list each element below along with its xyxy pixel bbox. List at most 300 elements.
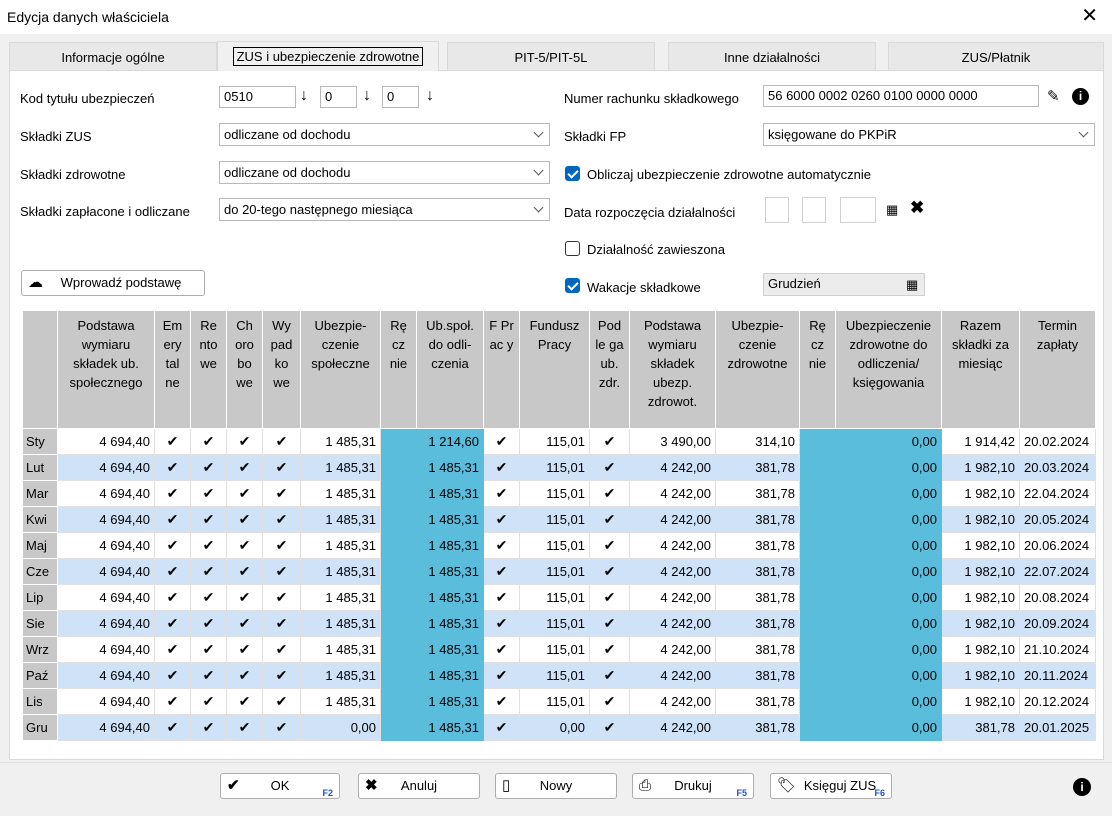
shortcut-key: F6 xyxy=(874,788,885,798)
table-row[interactable] xyxy=(23,715,1096,741)
button-label: Księguj ZUS xyxy=(803,778,877,793)
table-row[interactable] xyxy=(23,611,1096,637)
table-cell: 0,00 xyxy=(836,507,942,533)
table-row[interactable] xyxy=(23,637,1096,663)
check-cell: ✔ xyxy=(263,585,301,611)
table-cell: 115,01 xyxy=(520,481,590,507)
column-header: Ch oro bo we xyxy=(227,311,263,429)
table-cell: 1 485,31 xyxy=(417,637,484,663)
table-cell: 0,00 xyxy=(836,585,942,611)
tab-informacje-ogolne[interactable] xyxy=(9,42,217,70)
table-cell: 4 694,40 xyxy=(58,481,155,507)
table-cell xyxy=(800,559,836,585)
check-cell: ✔ xyxy=(191,637,227,663)
table-cell: 4 694,40 xyxy=(58,637,155,663)
fp-label: Składki FP xyxy=(564,129,627,144)
new-document-icon: ▯ xyxy=(502,777,511,794)
check-cell: ✔ xyxy=(191,689,227,715)
skladki-table xyxy=(22,310,1096,741)
rachunek-input[interactable]: 56 6000 0002 0260 0100 0000 0000 xyxy=(763,85,1039,107)
table-cell: 21.10.2024 xyxy=(1020,637,1096,663)
tab-inne-dzialalnosci[interactable] xyxy=(668,42,876,70)
column-header: Re nto we xyxy=(191,311,227,429)
check-cell: ✔ xyxy=(227,585,263,611)
table-cell: 0,00 xyxy=(836,429,942,455)
table-row[interactable] xyxy=(23,455,1096,481)
table-cell xyxy=(381,611,417,637)
close-icon[interactable]: ✕ xyxy=(1081,5,1098,27)
tab-zus-platnik[interactable] xyxy=(888,42,1104,70)
table-cell xyxy=(800,585,836,611)
check-cell: ✔ xyxy=(590,663,630,689)
table-cell: 20.06.2024 xyxy=(1020,533,1096,559)
table-cell: 1 982,10 xyxy=(942,559,1020,585)
zdrowotne-select[interactable]: odliczane od dochodu xyxy=(219,161,550,184)
table-cell: 4 694,40 xyxy=(58,507,155,533)
table-cell xyxy=(381,481,417,507)
tab-pit5[interactable] xyxy=(447,42,655,70)
zaplacone-label: Składki zapłacone i odliczane xyxy=(20,204,190,219)
check-cell: ✔ xyxy=(155,585,191,611)
check-cell: ✔ xyxy=(263,481,301,507)
table-cell: 4 242,00 xyxy=(630,455,716,481)
table-row[interactable] xyxy=(23,585,1096,611)
table-cell: 0,00 xyxy=(836,663,942,689)
table-cell: 1 914,42 xyxy=(942,429,1020,455)
check-cell: ✔ xyxy=(484,715,520,741)
column-header: Wy pad ko we xyxy=(263,311,301,429)
month-label: Kwi xyxy=(23,507,58,533)
month-label: Gru xyxy=(23,715,58,741)
check-cell: ✔ xyxy=(227,507,263,533)
table-cell: 115,01 xyxy=(520,585,590,611)
kod-label: Kod tytułu ubezpieczeń xyxy=(20,91,155,106)
data-rozpoczecia-label: Data rozpoczęcia działalności xyxy=(564,205,736,220)
table-cell: 1 982,10 xyxy=(942,507,1020,533)
table-cell: 1 982,10 xyxy=(942,533,1020,559)
month-label: Lut xyxy=(23,455,58,481)
table-row[interactable] xyxy=(23,689,1096,715)
month-label: Paź xyxy=(23,663,58,689)
table-cell xyxy=(381,559,417,585)
table-cell: 0,00 xyxy=(836,533,942,559)
month-label: Sty xyxy=(23,429,58,455)
button-label: Drukuj xyxy=(674,778,712,793)
anuluj-button[interactable] xyxy=(358,773,480,799)
button-label: Anuluj xyxy=(400,778,438,793)
column-header: Ubezpie- czenie społeczne xyxy=(301,311,381,429)
tab-zus[interactable] xyxy=(217,41,439,71)
table-cell: 4 694,40 xyxy=(58,715,155,741)
table-cell xyxy=(381,637,417,663)
table-cell: 4 694,40 xyxy=(58,585,155,611)
table-cell: 4 242,00 xyxy=(630,611,716,637)
table-cell: 1 982,10 xyxy=(942,481,1020,507)
check-cell: ✔ xyxy=(590,637,630,663)
table-cell: 4 242,00 xyxy=(630,559,716,585)
check-cell: ✔ xyxy=(155,507,191,533)
table-header-row xyxy=(23,311,1096,429)
table-cell: 4 694,40 xyxy=(58,611,155,637)
table-cell: 1 485,31 xyxy=(417,559,484,585)
sort-arrow-icon[interactable]: ↓ xyxy=(300,87,308,104)
check-cell: ✔ xyxy=(484,507,520,533)
zus-select[interactable]: odliczane od dochodu xyxy=(219,123,550,146)
check-cell: ✔ xyxy=(227,663,263,689)
table-cell: 381,78 xyxy=(716,559,800,585)
table-cell: 0,00 xyxy=(836,715,942,741)
table-cell: 4 694,40 xyxy=(58,533,155,559)
table-cell: 115,01 xyxy=(520,559,590,585)
check-cell: ✔ xyxy=(263,689,301,715)
table-cell xyxy=(381,533,417,559)
check-cell: ✔ xyxy=(484,585,520,611)
tab-label: PIT-5/PIT-5L xyxy=(514,50,588,65)
table-cell: 1 485,31 xyxy=(417,481,484,507)
zawieszona-label: Działalność zawieszona xyxy=(587,242,726,257)
month-label: Mar xyxy=(23,481,58,507)
table-cell: 4 242,00 xyxy=(630,715,716,741)
check-cell: ✔ xyxy=(227,429,263,455)
table-cell: 0,00 xyxy=(520,715,590,741)
table-cell: 4 694,40 xyxy=(58,455,155,481)
check-cell: ✔ xyxy=(590,611,630,637)
button-label: Wprowadź podstawę xyxy=(60,275,182,290)
table-cell xyxy=(800,611,836,637)
check-cell: ✔ xyxy=(155,663,191,689)
table-row[interactable] xyxy=(23,429,1096,455)
check-cell: ✔ xyxy=(155,533,191,559)
check-cell: ✔ xyxy=(191,533,227,559)
table-cell: 115,01 xyxy=(520,637,590,663)
drukuj-button[interactable] xyxy=(632,773,754,799)
table-cell: 1 982,10 xyxy=(942,585,1020,611)
check-cell: ✔ xyxy=(155,715,191,741)
table-cell: 1 485,31 xyxy=(301,663,381,689)
check-cell: ✔ xyxy=(227,689,263,715)
tags-icon: 🏷 xyxy=(777,777,797,794)
date-year-input[interactable] xyxy=(840,197,876,223)
title-bar xyxy=(0,0,1112,34)
table-cell: 22.07.2024 xyxy=(1020,559,1096,585)
table-cell: 381,78 xyxy=(716,507,800,533)
check-cell: ✔ xyxy=(191,455,227,481)
table-cell: 115,01 xyxy=(520,663,590,689)
table-cell: 381,78 xyxy=(716,689,800,715)
table-row[interactable] xyxy=(23,507,1096,533)
window-title: Edycja danych właściciela xyxy=(7,9,169,25)
table-cell: 0,00 xyxy=(836,637,942,663)
check-cell: ✔ xyxy=(590,585,630,611)
check-cell: ✔ xyxy=(484,689,520,715)
table-cell: 1 485,31 xyxy=(417,585,484,611)
table-cell: 314,10 xyxy=(716,429,800,455)
info-icon[interactable]: i xyxy=(1072,88,1089,105)
check-cell: ✔ xyxy=(227,481,263,507)
check-cell: ✔ xyxy=(155,455,191,481)
table-cell xyxy=(381,689,417,715)
month-label: Wrz xyxy=(23,637,58,663)
table-cell: 4 694,40 xyxy=(58,663,155,689)
column-header: Razem składki za miesiąc xyxy=(942,311,1020,429)
table-cell: 381,78 xyxy=(716,637,800,663)
check-cell: ✔ xyxy=(263,611,301,637)
check-cell: ✔ xyxy=(590,481,630,507)
tab-label: ZUS/Płatnik xyxy=(961,50,1031,65)
check-cell: ✔ xyxy=(484,429,520,455)
table-cell: 20.12.2024 xyxy=(1020,689,1096,715)
check-cell: ✔ xyxy=(191,507,227,533)
table-cell: 1 485,31 xyxy=(301,585,381,611)
table-cell: 22.04.2024 xyxy=(1020,481,1096,507)
table-cell: 4 242,00 xyxy=(630,507,716,533)
zus-label: Składki ZUS xyxy=(20,129,92,144)
table-cell xyxy=(800,715,836,741)
wakacje-month-input[interactable]: Grudzień xyxy=(763,273,925,296)
table-cell: 381,78 xyxy=(716,663,800,689)
table-cell: 1 485,31 xyxy=(301,507,381,533)
table-cell xyxy=(800,689,836,715)
check-cell: ✔ xyxy=(590,559,630,585)
ksieguj-zus-button[interactable] xyxy=(770,773,892,799)
column-header: F Pr ac y xyxy=(484,311,520,429)
table-cell: 1 485,31 xyxy=(301,689,381,715)
tab-label: Informacje ogólne xyxy=(61,50,165,65)
check-cell: ✔ xyxy=(227,559,263,585)
table-cell: 1 485,31 xyxy=(417,611,484,637)
info-icon[interactable]: i xyxy=(1073,778,1091,796)
table-cell: 381,78 xyxy=(716,533,800,559)
table-cell: 0,00 xyxy=(836,481,942,507)
column-header: Termin zapłaty xyxy=(1020,311,1096,429)
month-label: Lis xyxy=(23,689,58,715)
table-row[interactable] xyxy=(23,663,1096,689)
check-cell: ✔ xyxy=(155,637,191,663)
table-cell: 4 242,00 xyxy=(630,689,716,715)
table-cell: 1 485,31 xyxy=(301,559,381,585)
wakacje-checkbox[interactable] xyxy=(565,278,580,293)
nowy-button[interactable] xyxy=(495,773,617,799)
table-cell: 381,78 xyxy=(716,611,800,637)
table-cell: 4 694,40 xyxy=(58,429,155,455)
zaplacone-select[interactable]: do 20-tego następnego miesiąca xyxy=(219,198,550,221)
shortcut-key: F2 xyxy=(322,788,333,798)
check-cell: ✔ xyxy=(227,455,263,481)
check-cell: ✔ xyxy=(155,611,191,637)
table-cell: 1 982,10 xyxy=(942,611,1020,637)
table-cell: 20.01.2025 xyxy=(1020,715,1096,741)
rachunek-label: Numer rachunku składkowego xyxy=(564,91,739,106)
check-cell: ✔ xyxy=(484,559,520,585)
table-cell xyxy=(381,429,417,455)
check-cell: ✔ xyxy=(191,429,227,455)
check-cell: ✔ xyxy=(263,637,301,663)
column-header: Fundusz Pracy xyxy=(520,311,590,429)
table-cell: 115,01 xyxy=(520,611,590,637)
table-cell xyxy=(381,715,417,741)
table-cell xyxy=(800,533,836,559)
table-cell: 0,00 xyxy=(836,559,942,585)
shortcut-key: F5 xyxy=(736,788,747,798)
check-cell: ✔ xyxy=(484,637,520,663)
sort-arrow-icon[interactable]: ↓ xyxy=(426,87,434,104)
x-icon: ✖ xyxy=(365,777,378,794)
zawieszona-checkbox[interactable] xyxy=(565,241,580,256)
table-cell: 4 694,40 xyxy=(58,559,155,585)
table-cell: 20.11.2024 xyxy=(1020,663,1096,689)
oblicz-label: Obliczaj ubezpieczenie zdrowotne automatycznie xyxy=(587,167,871,182)
table-cell: 1 485,31 xyxy=(301,533,381,559)
printer-icon: ⎙ xyxy=(639,777,652,794)
table-cell: 1 485,31 xyxy=(417,533,484,559)
table-cell: 115,01 xyxy=(520,689,590,715)
table-cell: 1 982,10 xyxy=(942,637,1020,663)
table-cell: 4 242,00 xyxy=(630,481,716,507)
table-cell: 381,78 xyxy=(716,715,800,741)
fp-select[interactable]: księgowane do PKPiR xyxy=(763,123,1095,146)
check-cell: ✔ xyxy=(227,715,263,741)
column-header: Ubezpie- czenie zdrowotne xyxy=(716,311,800,429)
tab-label: Inne działalności xyxy=(723,50,821,65)
table-row[interactable] xyxy=(23,481,1096,507)
table-cell: 1 485,31 xyxy=(301,611,381,637)
table-cell: 20.08.2024 xyxy=(1020,585,1096,611)
check-cell: ✔ xyxy=(191,585,227,611)
check-cell: ✔ xyxy=(191,611,227,637)
kod-input-2[interactable]: 0 xyxy=(320,86,357,108)
table-cell xyxy=(381,455,417,481)
table-cell: 20.03.2024 xyxy=(1020,455,1096,481)
table-cell: 1 982,10 xyxy=(942,689,1020,715)
footer-separator xyxy=(0,762,1112,763)
column-header: Pod le ga ub. zdr. xyxy=(590,311,630,429)
table-cell: 1 214,60 xyxy=(417,429,484,455)
table-cell: 1 485,31 xyxy=(417,455,484,481)
check-cell: ✔ xyxy=(263,559,301,585)
table-cell: 4 242,00 xyxy=(630,585,716,611)
column-header xyxy=(23,311,58,429)
column-header: Podstawa wymiaru składek ub. społecznego xyxy=(58,311,155,429)
table-cell: 115,01 xyxy=(520,429,590,455)
wakacje-label: Wakacje składkowe xyxy=(587,280,701,295)
check-cell: ✔ xyxy=(191,715,227,741)
check-cell: ✔ xyxy=(590,689,630,715)
check-cell: ✔ xyxy=(263,715,301,741)
table-cell: 0,00 xyxy=(836,689,942,715)
oblicz-checkbox[interactable] xyxy=(565,166,580,181)
cloud-upload-icon: ☁ xyxy=(28,274,43,291)
table-cell: 1 485,31 xyxy=(417,689,484,715)
date-month-input[interactable] xyxy=(802,197,826,223)
check-cell: ✔ xyxy=(263,455,301,481)
check-cell: ✔ xyxy=(191,663,227,689)
kod-input[interactable]: 0510 xyxy=(219,86,296,108)
tab-label: ZUS i ubezpieczenie zdrowotne xyxy=(233,47,424,66)
checkmark-icon: ✔ xyxy=(227,777,240,794)
table-cell xyxy=(800,507,836,533)
kod-input-3[interactable]: 0 xyxy=(382,86,419,108)
sort-arrow-icon[interactable]: ↓ xyxy=(363,87,371,104)
table-cell xyxy=(800,637,836,663)
check-cell: ✔ xyxy=(484,533,520,559)
table-cell: 1 485,31 xyxy=(417,663,484,689)
clear-icon[interactable]: ✖ xyxy=(910,198,925,217)
table-cell: 0,00 xyxy=(301,715,381,741)
table-cell xyxy=(800,455,836,481)
check-cell: ✔ xyxy=(155,429,191,455)
check-cell: ✔ xyxy=(191,481,227,507)
column-header: Rę cz nie xyxy=(381,311,417,429)
check-cell: ✔ xyxy=(484,455,520,481)
column-header: Podstawa wymiaru składek ubezp. zdrowot. xyxy=(630,311,716,429)
check-cell: ✔ xyxy=(590,715,630,741)
table-cell: 381,78 xyxy=(716,481,800,507)
wprowadz-podstawe-button[interactable] xyxy=(21,270,205,296)
table-cell: 0,00 xyxy=(836,611,942,637)
column-header: Rę cz nie xyxy=(800,311,836,429)
check-cell: ✔ xyxy=(484,663,520,689)
table-cell: 381,78 xyxy=(716,455,800,481)
table-cell: 20.05.2024 xyxy=(1020,507,1096,533)
table-cell: 20.09.2024 xyxy=(1020,611,1096,637)
table-cell: 115,01 xyxy=(520,507,590,533)
table-cell: 1 982,10 xyxy=(942,455,1020,481)
check-cell: ✔ xyxy=(155,481,191,507)
table-cell xyxy=(381,507,417,533)
table-cell: 1 485,31 xyxy=(301,637,381,663)
table-cell: 1 485,31 xyxy=(417,715,484,741)
date-day-input[interactable] xyxy=(765,197,789,223)
table-cell: 1 485,31 xyxy=(301,455,381,481)
check-cell: ✔ xyxy=(263,533,301,559)
table-cell: 1 485,31 xyxy=(301,481,381,507)
month-label: Lip xyxy=(23,585,58,611)
check-cell: ✔ xyxy=(590,533,630,559)
table-cell: 381,78 xyxy=(942,715,1020,741)
table-cell: 0,00 xyxy=(836,455,942,481)
check-cell: ✔ xyxy=(590,507,630,533)
button-label: Nowy xyxy=(539,778,573,793)
ok-button[interactable] xyxy=(220,773,340,799)
table-cell xyxy=(800,429,836,455)
check-cell: ✔ xyxy=(191,559,227,585)
check-cell: ✔ xyxy=(263,507,301,533)
check-cell: ✔ xyxy=(155,559,191,585)
table-cell: 1 485,31 xyxy=(417,507,484,533)
calendar-icon[interactable]: ▦ xyxy=(886,202,899,217)
month-label: Cze xyxy=(23,559,58,585)
month-label: Sie xyxy=(23,611,58,637)
table-cell: 115,01 xyxy=(520,455,590,481)
check-cell: ✔ xyxy=(590,455,630,481)
table-cell: 4 242,00 xyxy=(630,637,716,663)
calendar-icon[interactable]: ▦ xyxy=(906,277,919,292)
table-cell: 381,78 xyxy=(716,585,800,611)
button-label: OK xyxy=(270,778,290,793)
table-cell xyxy=(381,663,417,689)
check-cell: ✔ xyxy=(263,429,301,455)
zdrowotne-label: Składki zdrowotne xyxy=(20,167,126,182)
table-row[interactable] xyxy=(23,559,1096,585)
table-cell xyxy=(800,663,836,689)
table-cell: 3 490,00 xyxy=(630,429,716,455)
month-label: Maj xyxy=(23,533,58,559)
column-header: Em ery tal ne xyxy=(155,311,191,429)
table-cell: 20.02.2024 xyxy=(1020,429,1096,455)
pencil-icon[interactable]: ✎ xyxy=(1047,88,1060,105)
table-cell: 1 982,10 xyxy=(942,663,1020,689)
table-row[interactable] xyxy=(23,533,1096,559)
